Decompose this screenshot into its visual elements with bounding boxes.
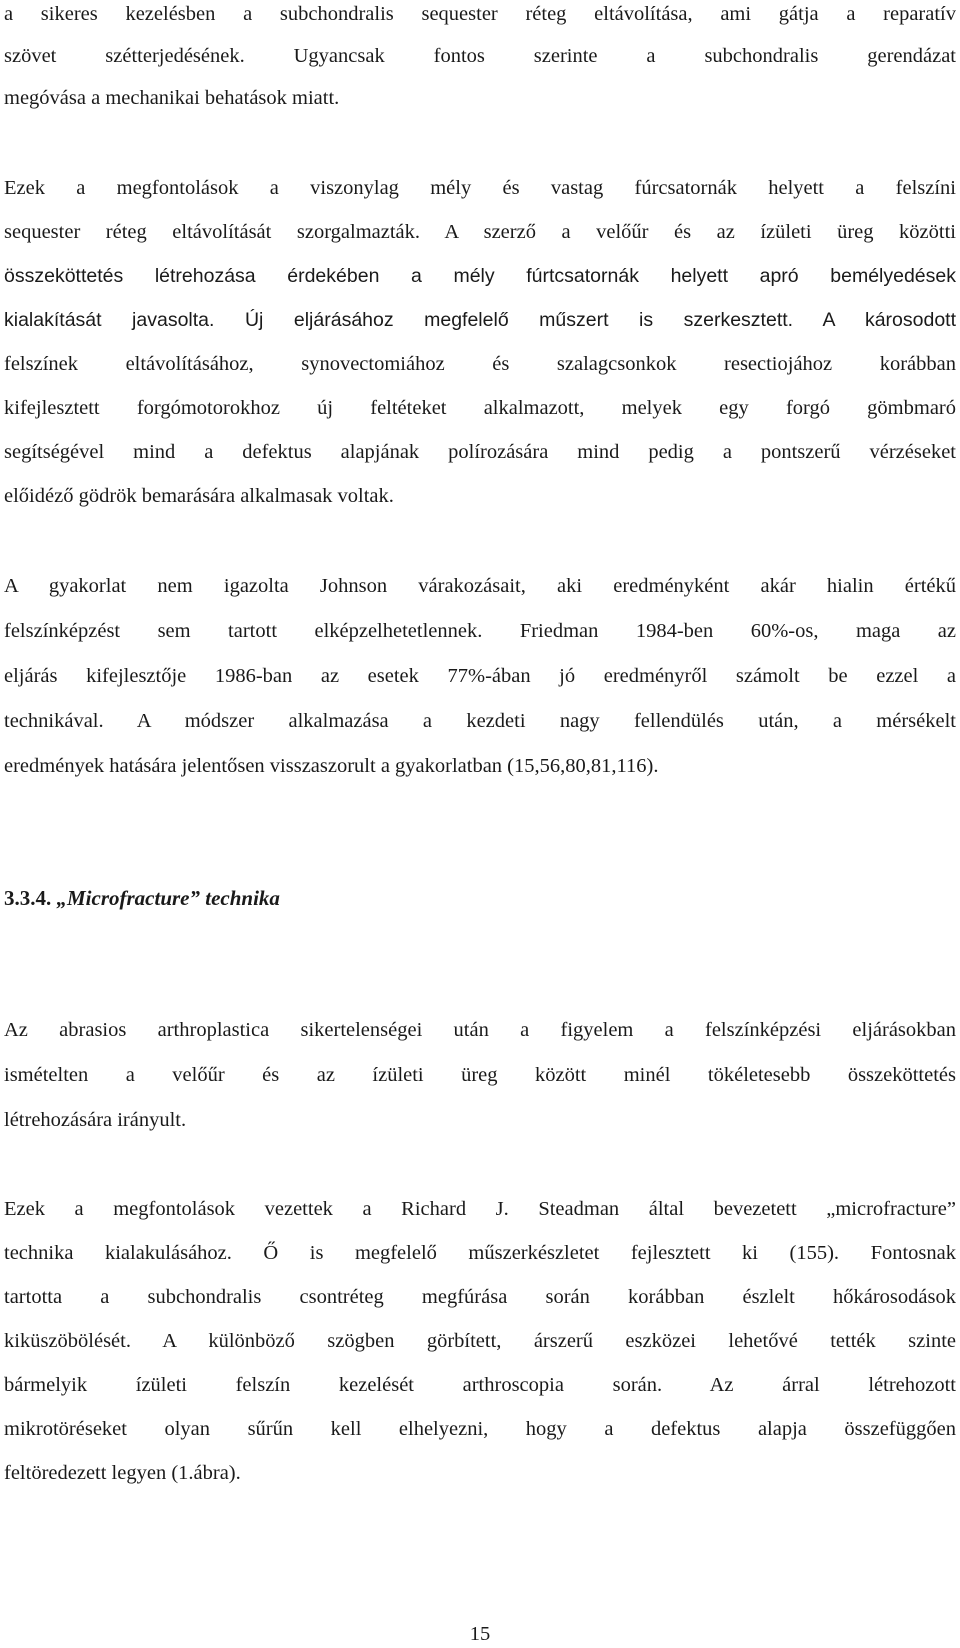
text-line: előidéző gödrök bemarására alkalmasak voltak. [4,485,394,507]
text-line: szövet szétterjedésének. Ugyancsak fontos szerinte a subchondralis gerendázat [4,45,956,67]
section-heading [4,884,280,912]
text-line: létrehozására irányult. [4,1109,187,1131]
text-line: Ezek a megfontolások vezettek a Richard J. Steadman által bevezetett „microfracture” [4,1198,956,1220]
section-number: 3.3.4. [4,886,52,910]
text-line: összeköttetés létrehozása érdekében a mély fúrtcsatornák helyett apró bemélyedések [4,265,956,287]
text-line: segítségével mind a defektus alapjának polírozására mind pedig a pontszerű vérzéseket [4,441,956,463]
text-line: kifejlesztett forgómotorokhoz új feltéteket alkalmazott, melyek egy forgó gömbmaró [4,397,956,419]
text-line: a sikeres kezelésben a subchondralis sequester réteg eltávolítása, ami gátja a reparatív [4,3,956,25]
text-line: A gyakorlat nem igazolta Johnson várakozásait, aki eredményként akár hialin értékű [4,575,956,597]
text-line: eredmények hatására jelentősen visszaszorult a gyakorlatban (15,56,80,81,116). [4,755,659,777]
text-line: technikával. A módszer alkalmazása a kezdeti nagy fellendülés után, a mérsékelt [4,710,956,732]
text-line: tartotta a subchondralis csontréteg megfúrása során korábban észlelt hőkárosodások [4,1286,956,1308]
text-line: kialakítását javasolta. Új eljárásához megfelelő műszert is szerkesztett. A károsodott [4,309,956,331]
text-line: felszínképzést sem tartott elképzelhetetlennek. Friedman 1984-ben 60%-os, maga az [4,620,956,642]
text-line: Ezek a megfontolások a viszonylag mély és vastag fúrcsatornák helyett a felszíni [4,177,956,199]
text-line: Az abrasios arthroplastica sikertelenségei után a figyelem a felszínképzési eljárásokban [4,1019,956,1041]
text-line: bármelyik ízületi felszín kezelését arthroscopia során. Az árral létrehozott [4,1374,956,1396]
text-line: megóvása a mechanikai behatások miatt. [4,87,340,109]
text-line: technika kialakulásához. Ő is megfelelő műszerkészletet fejlesztett ki (155). Fontosnak [4,1242,956,1264]
text-line: eljárás kifejlesztője 1986-ban az esetek 77%-ában jó eredményről számolt be ezzel a [4,665,956,687]
section-title: „Microfracture” technika [56,886,280,910]
text-line: sequester réteg eltávolítását szorgalmazták. A szerző a velőűr és az ízületi üreg közötti [4,221,956,243]
text-line: felszínek eltávolításához, synovectomiához és szalagcsonkok resectiojához korábban [4,353,956,375]
text-line: kiküszöbölését. A különböző szögben görbített, árszerű eszközei lehetővé tették szinte [4,1330,956,1352]
text-line: mikrotöréseket olyan sűrűn kell elhelyezni, hogy a defektus alapja összefüggően [4,1418,956,1440]
text-line: ismételten a velőűr és az ízületi üreg között minél tökéletesebb összeköttetés [4,1064,956,1086]
page-number: 15 [469,1623,491,1645]
text-line: feltöredezett legyen (1.ábra). [4,1462,241,1484]
